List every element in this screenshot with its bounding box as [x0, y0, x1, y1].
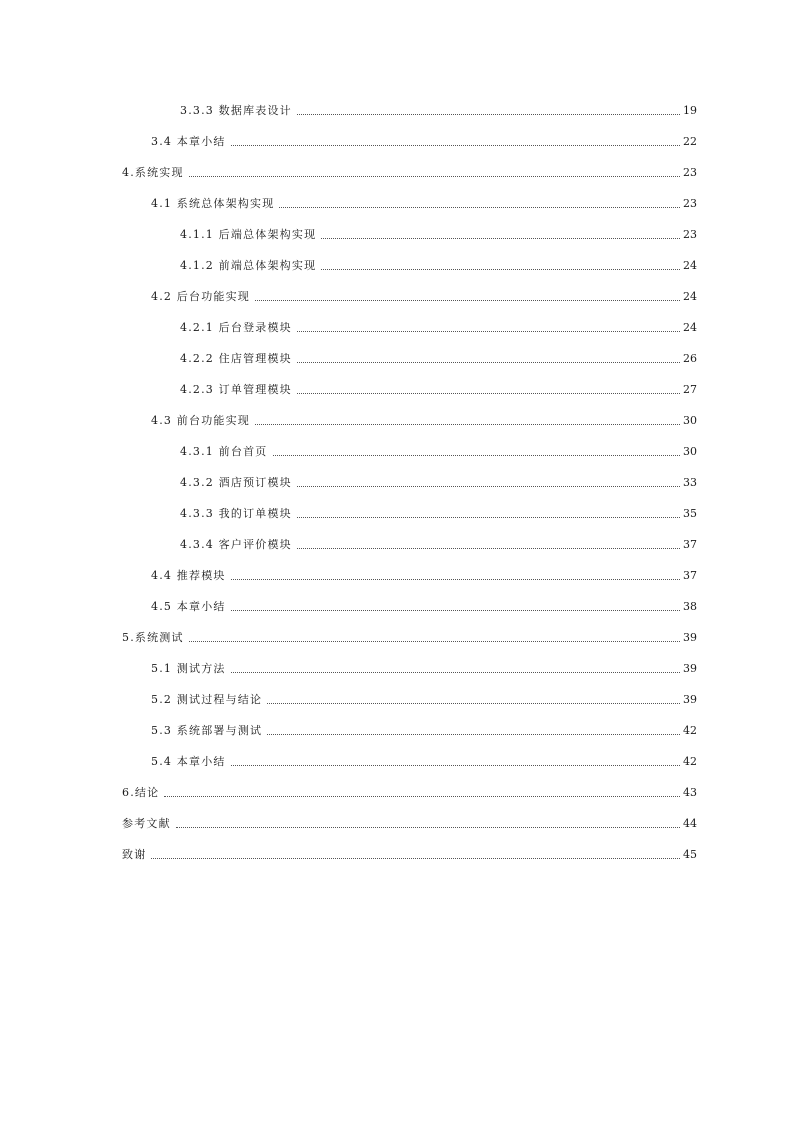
toc-entry[interactable] — [0, 560, 793, 591]
toc-entry-page-number: 33 — [683, 475, 697, 489]
toc-entry-title: 5.3 系统部署与测试 — [151, 723, 263, 737]
toc-entry-title: 4.1 系统总体架构实现 — [151, 196, 275, 210]
toc-dot-leader — [231, 145, 680, 146]
toc-dot-leader — [297, 486, 680, 487]
toc-entry[interactable] — [0, 436, 793, 467]
toc-entry-title: 5.2 测试过程与结论 — [151, 692, 263, 706]
toc-dot-leader — [279, 207, 680, 208]
toc-entry[interactable] — [0, 374, 793, 405]
toc-entry-page-number: 22 — [683, 134, 697, 148]
toc-dot-leader — [189, 641, 680, 642]
toc-entry[interactable] — [0, 591, 793, 622]
toc-entry-title: 4.2 后台功能实现 — [151, 289, 250, 303]
toc-dot-leader — [255, 424, 680, 425]
toc-entry-title: 4.2.3 订单管理模块 — [180, 382, 292, 396]
toc-dot-leader — [231, 672, 680, 673]
toc-entry-page-number: 42 — [683, 723, 697, 737]
table-of-contents — [0, 95, 793, 870]
toc-entry-title: 4.2.2 住店管理模块 — [180, 351, 292, 365]
toc-entry[interactable] — [0, 498, 793, 529]
toc-entry[interactable] — [0, 684, 793, 715]
toc-dot-leader — [231, 579, 680, 580]
toc-entry-title: 3.4 本章小结 — [151, 134, 226, 148]
toc-entry-title: 4.5 本章小结 — [151, 599, 226, 613]
toc-entry-page-number: 24 — [683, 289, 697, 303]
toc-dot-leader — [297, 548, 680, 549]
toc-dot-leader — [189, 176, 680, 177]
toc-entry[interactable] — [0, 777, 793, 808]
toc-entry-page-number: 30 — [683, 444, 697, 458]
toc-entry[interactable] — [0, 622, 793, 653]
toc-dot-leader — [151, 858, 680, 859]
toc-entry-page-number: 39 — [683, 661, 697, 675]
toc-entry-page-number: 37 — [683, 568, 697, 582]
toc-entry[interactable] — [0, 188, 793, 219]
toc-entry-page-number: 23 — [683, 227, 697, 241]
toc-entry-page-number: 24 — [683, 258, 697, 272]
toc-dot-leader — [321, 238, 680, 239]
toc-entry-page-number: 26 — [683, 351, 697, 365]
toc-entry-page-number: 38 — [683, 599, 697, 613]
toc-entry-page-number: 37 — [683, 537, 697, 551]
toc-entry[interactable] — [0, 312, 793, 343]
toc-entry[interactable] — [0, 157, 793, 188]
toc-dot-leader — [273, 455, 681, 456]
toc-entry[interactable] — [0, 653, 793, 684]
toc-entry-title: 4.3.1 前台首页 — [180, 444, 268, 458]
toc-entry-title: 4.系统实现 — [122, 165, 184, 179]
toc-entry-title: 4.4 推荐模块 — [151, 568, 226, 582]
toc-entry-page-number: 42 — [683, 754, 697, 768]
toc-entry[interactable] — [0, 405, 793, 436]
toc-entry-page-number: 23 — [683, 165, 697, 179]
toc-entry[interactable] — [0, 839, 793, 870]
toc-entry[interactable] — [0, 343, 793, 374]
toc-entry-page-number: 39 — [683, 692, 697, 706]
toc-entry-title: 4.3.2 酒店预订模块 — [180, 475, 292, 489]
toc-entry[interactable] — [0, 95, 793, 126]
toc-entry-title: 3.3.3 数据库表设计 — [180, 103, 292, 117]
toc-entry[interactable] — [0, 467, 793, 498]
toc-dot-leader — [297, 393, 680, 394]
toc-entry-title: 4.1.1 后端总体架构实现 — [180, 227, 317, 241]
toc-entry-title: 4.3 前台功能实现 — [151, 413, 250, 427]
toc-entry-page-number: 44 — [683, 816, 697, 830]
toc-dot-leader — [255, 300, 680, 301]
toc-entry-title: 6.结论 — [122, 785, 160, 799]
toc-entry[interactable] — [0, 715, 793, 746]
toc-dot-leader — [164, 796, 680, 797]
toc-dot-leader — [297, 517, 680, 518]
toc-entry-title: 4.2.1 后台登录模块 — [180, 320, 292, 334]
toc-dot-leader — [297, 362, 680, 363]
toc-entry-page-number: 23 — [683, 196, 697, 210]
toc-entry[interactable] — [0, 219, 793, 250]
toc-entry-page-number: 43 — [683, 785, 697, 799]
toc-entry[interactable] — [0, 250, 793, 281]
toc-entry-title: 4.3.3 我的订单模块 — [180, 506, 292, 520]
toc-entry-title: 致谢 — [122, 847, 147, 861]
toc-entry-title: 参考文献 — [122, 816, 171, 830]
toc-entry[interactable] — [0, 281, 793, 312]
toc-entry-page-number: 30 — [683, 413, 697, 427]
toc-dot-leader — [231, 765, 680, 766]
toc-entry[interactable] — [0, 808, 793, 839]
toc-entry[interactable] — [0, 746, 793, 777]
toc-entry[interactable] — [0, 529, 793, 560]
toc-entry-title: 4.3.4 客户评价模块 — [180, 537, 292, 551]
toc-entry-page-number: 35 — [683, 506, 697, 520]
toc-entry-page-number: 27 — [683, 382, 697, 396]
toc-entry-page-number: 24 — [683, 320, 697, 334]
toc-dot-leader — [231, 610, 680, 611]
toc-dot-leader — [267, 734, 680, 735]
toc-dot-leader — [176, 827, 680, 828]
toc-dot-leader — [267, 703, 680, 704]
toc-entry[interactable] — [0, 126, 793, 157]
toc-dot-leader — [297, 114, 680, 115]
toc-entry-page-number: 39 — [683, 630, 697, 644]
toc-entry-page-number: 19 — [683, 103, 697, 117]
toc-entry-title: 4.1.2 前端总体架构实现 — [180, 258, 317, 272]
toc-entry-title: 5.4 本章小结 — [151, 754, 226, 768]
toc-entry-page-number: 45 — [683, 847, 697, 861]
toc-dot-leader — [321, 269, 680, 270]
toc-dot-leader — [297, 331, 680, 332]
toc-entry-title: 5.1 测试方法 — [151, 661, 226, 675]
toc-entry-title: 5.系统测试 — [122, 630, 184, 644]
